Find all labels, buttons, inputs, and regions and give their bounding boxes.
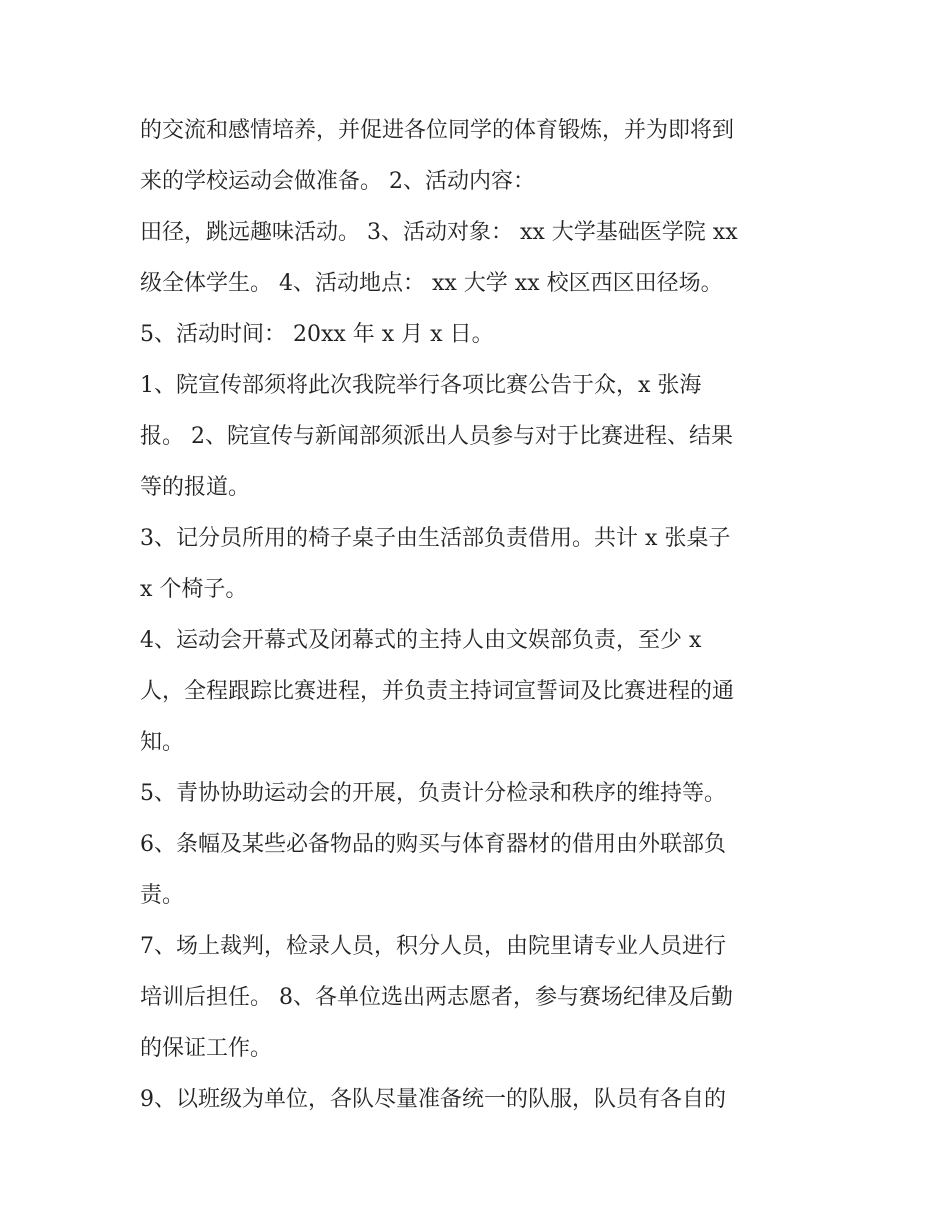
text-line: 的保证工作。 <box>140 1036 273 1061</box>
text-line: 5、青协协助运动会的开展，负责计分检录和秩序的维持等。 <box>140 781 726 806</box>
text-line: 知。 <box>140 730 185 755</box>
text-line: 责。 <box>140 883 185 908</box>
text-line: 3、记分员所用的椅子桌子由生活部负责借用。共计 x 张桌子 <box>140 526 731 551</box>
text-line: 人，全程跟踪比赛进程，并负责主持词宣誓词及比赛进程的通 <box>140 679 735 704</box>
text-line: 培训后担任。 8、各单位选出两志愿者，参与赛场纪律及后勤 <box>140 985 733 1010</box>
text-line: 的交流和感情培养，并促进各位同学的体育锻炼，并为即将到 <box>140 118 735 143</box>
text-line: 5、活动时间： 20xx 年 x 月 x 日。 <box>140 322 494 347</box>
text-line: 等的报道。 <box>140 475 251 500</box>
text-line: 报。 2、院宣传与新闻部须派出人员参与对于比赛进程、结果 <box>140 424 733 449</box>
text-line: 9、以班级为单位，各队尽量准备统一的队服，队员有各自的 <box>140 1087 726 1112</box>
text-line: 级全体学生。 4、活动地点： xx 大学 xx 校区西区田径场。 <box>140 271 723 296</box>
text-line: 来的学校运动会做准备。 2、活动内容： <box>140 169 535 194</box>
text-line: 1、院宣传部须将此次我院举行各项比赛公告于众，x 张海 <box>140 373 702 398</box>
text-line: 6、条幅及某些必备物品的购买与体育器材的借用由外联部负 <box>140 832 726 857</box>
document-body <box>140 105 820 1125</box>
text-line: 7、场上裁判，检录人员，积分人员，由院里请专业人员进行 <box>140 934 726 959</box>
text-line: 4、运动会开幕式及闭幕式的主持人由文娱部负责，至少 x <box>140 628 702 653</box>
text-line: x 个椅子。 <box>140 577 248 602</box>
text-line: 田径，跳远趣味活动。 3、活动对象： xx 大学基础医学院 xx <box>140 220 738 245</box>
